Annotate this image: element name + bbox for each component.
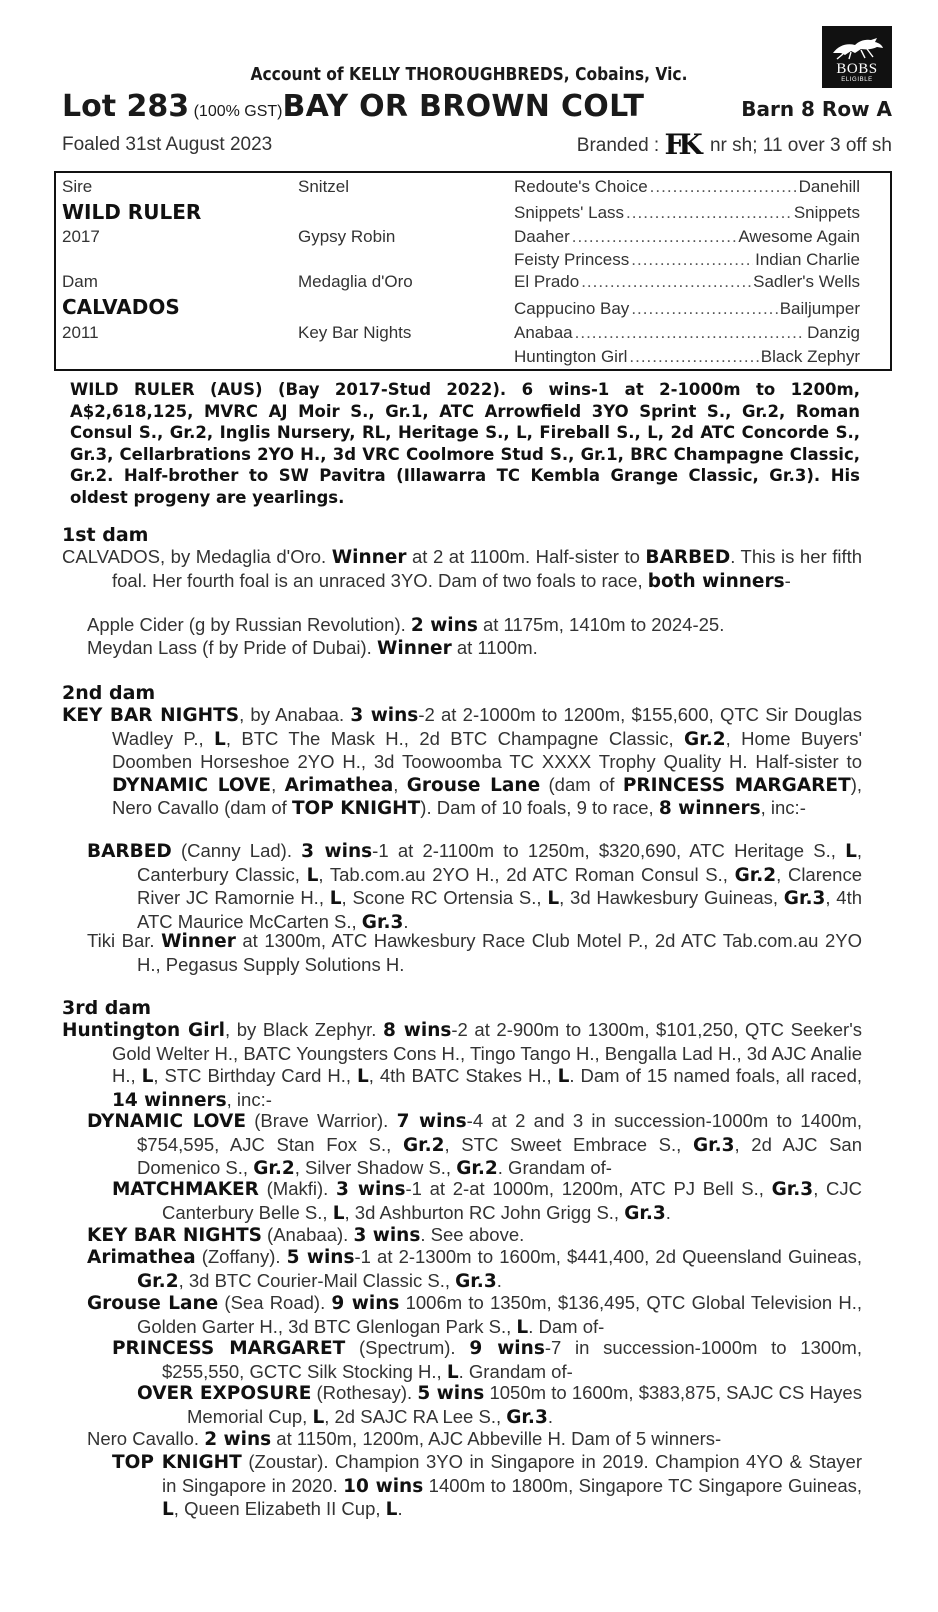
- produce-matchmaker: MATCHMAKER (Makfi). 3 wins-1 at 2-at 1000m, 1200m, ATC PJ Bell S., Gr.3, CJC Canterbury Belle S., L, 3d Ashburton RC John Grigg S., Gr.3.: [112, 1178, 862, 1224]
- produce-key-bar-nights: KEY BAR NIGHTS (Anabaa). 3 wins. See above.: [87, 1224, 525, 1246]
- produce-princess-margaret: PRINCESS MARGARET (Spectrum). 9 wins-7 in succession-1000m to 1300m, $255,550, GCTC Silk Stocking H., L. Grandam of-: [112, 1337, 862, 1383]
- dam-label: Dam: [62, 272, 98, 291]
- logo-brand: BOBS: [836, 61, 878, 77]
- produce-tiki-bar: Tiki Bar. Winner at 1300m, ATC Hawkesbury Race Club Motel P., 2d ATC Tab.com.au 2YO H., Pegasus Supply Solutions H.: [87, 930, 862, 975]
- lot-header: [62, 89, 892, 129]
- third-gen-row: [514, 299, 860, 319]
- lot-description: BAY OR BROWN COLT: [282, 89, 645, 124]
- second-dam-heading: 2nd dam: [62, 682, 156, 704]
- produce-meydan-lass: Meydan Lass (f by Pride of Dubai). Winner at 1100m.: [87, 637, 538, 659]
- lot-number: Lot 283: [62, 89, 190, 124]
- third-gen-parent: Awesome Again: [738, 227, 860, 246]
- barn-location: Barn 8 Row A: [741, 97, 892, 121]
- produce-barbed: BARBED (Canny Lad). 3 wins-1 at 2-1100m to 1250m, $320,690, ATC Heritage S., L, Canterbury Classic, L, Tab.com.au 2YO H., 2d ATC Roman Consul S., Gr.2, Clarence River JC Ramornie H., L, Scone RC Ortensia S., L, 3d Hawkesbury Guineas, Gr.3, 4th ATC Maurice McCarten S., Gr.3.: [87, 840, 863, 933]
- third-gen-name: Feisty Princess: [514, 250, 630, 269]
- produce-top-knight: TOP KNIGHT (Zoustar). Champion 3YO in Singapore in 2019. Champion 4YO & Stayer in Singapore in 2020. 10 wins 1400m to 1800m, Singapore TC Singapore Guineas, L, Queen Elizabeth II Cup, L.: [112, 1451, 862, 1521]
- gst-note: (100% GST): [193, 103, 283, 120]
- third-gen-parent: Indian Charlie: [755, 250, 860, 269]
- produce-grouse-lane: Grouse Lane (Sea Road). 9 wins 1006m to 1350m, $136,495, QTC Global Television H., Golden Garter H., 3d BTC Glenlogan Park S., L. Dam of-: [87, 1292, 862, 1338]
- third-gen-parent: Black Zephyr: [760, 347, 860, 366]
- branded-text: nr sh; 11 over 3 off sh: [709, 135, 892, 156]
- third-gen-row: [514, 323, 860, 343]
- dam-entry-huntington-girl: Huntington Girl, by Black Zephyr. 8 wins-2 at 2-900m to 1300m, $101,250, QTC Seeker's Gold Welter H., BATC Youngsters Cons H., Tingo Tango H., Bengalla Lad H., 3d AJC Analie H., L, STC Birthday Card H., L, 4th BATC Stakes H., L. Dam of 15 named foals, all raced, 14 winners, inc:-: [62, 1019, 862, 1111]
- branded-info: [577, 128, 892, 161]
- third-gen-row: [514, 272, 860, 292]
- third-gen-name: Daaher: [514, 227, 570, 246]
- third-gen-parent: Danzig: [807, 323, 860, 342]
- sire-notes: WILD RULER (AUS) (Bay 2017-Stud 2022). 6 wins-1 at 2-1000m to 1200m, A$2,618,125, MVRC AJ Moir S., Gr.1, ATC Arrowfield 3YO Sprint S., Gr.2, Roman Consul S., Gr.2, Inglis Nursery, RL, Heritage S., L, Fireball S., L, 2d ATC Concorde S., Gr.3, Cellarbrations 2YO H., 3d VRC Coolmore Stud S., Gr.1, BRC Champagne Classic, Gr.2. Half-brother to SW Pavitra (Illawarra TC Kembla Grange Classic, Gr.3). His oldest progeny are yearlings.: [70, 380, 860, 507]
- logo-sub: ELIGIBLE: [841, 77, 873, 83]
- branded-label: Branded :: [576, 135, 660, 156]
- third-gen-parent: Sadler's Wells: [753, 272, 860, 291]
- third-gen-row: [514, 203, 860, 223]
- granddam: Key Bar Nights: [298, 323, 412, 342]
- sire-year: 2017: [62, 227, 100, 246]
- vendor-account: Account of KELLY THOROUGHBREDS, Cobains, Vic.: [250, 64, 688, 85]
- third-dam-heading: 3rd dam: [62, 997, 152, 1019]
- produce-apple-cider: Apple Cider (g by Russian Revolution). 2 wins at 1175m, 1410m to 2024-25.: [87, 614, 725, 636]
- horse-icon: [829, 35, 885, 61]
- third-gen-row: [514, 177, 860, 197]
- third-gen-row: [514, 347, 860, 367]
- third-gen-row: [514, 227, 860, 247]
- dam-entry-key-bar-nights: KEY BAR NIGHTS, by Anabaa. 3 wins-2 at 2-1000m to 1200m, $155,600, QTC Sir Douglas Wadley P., L, BTC The Mask H., 2d BTC Champagne Classic, Gr.2, Home Buyers' Doomben Horseshoe 2YO H., 3d Toowoomba TC XXXX Trophy Quality H. Half-sister to DYNAMIC LOVE, Arimathea, Grouse Lane (dam of PRINCESS MARGARET), Nero Cavallo (dam of TOP KNIGHT). Dam of 10 foals, 9 to race, 8 winners, inc:-: [62, 704, 862, 820]
- produce-over-exposure: OVER EXPOSURE (Rothesay). 5 wins 1050m to 1600m, $383,875, SAJC CS Hayes Memorial Cup, L, 2d SAJC RA Lee S., Gr.3.: [137, 1382, 862, 1428]
- third-gen-name: Redoute's Choice: [514, 177, 648, 196]
- foaled-date: Foaled 31st August 2023: [62, 134, 273, 155]
- produce-dynamic-love: DYNAMIC LOVE (Brave Warrior). 7 wins-4 at 2 and 3 in succession-1000m to 1400m, $754,595, AJC Stan Fox S., Gr.2, STC Sweet Embrace S., Gr.3, 2d AJC San Domenico S., Gr.2, Silver Shadow S., Gr.2. Grandam of-: [87, 1110, 863, 1180]
- produce-arimathea: Arimathea (Zoffany). 5 wins-1 at 2-1300m to 1600m, $441,400, 2d Queensland Guineas, Gr.2, 3d BTC Courier-Mail Classic S., Gr.3.: [87, 1246, 862, 1292]
- first-dam-heading: 1st dam: [62, 524, 149, 546]
- dam-name: CALVADOS: [62, 295, 180, 319]
- dam-year: 2011: [62, 323, 99, 342]
- third-gen-name: El Prado: [514, 272, 580, 291]
- third-gen-name: Snippets' Lass: [514, 203, 625, 222]
- dam-entry-calvados: CALVADOS, by Medaglia d'Oro. Winner at 2 at 1100m. Half-sister to BARBED. This is her fifth foal. Her fourth foal is an unraced 3YO. Dam of two foals to race, both winners-: [62, 546, 863, 592]
- third-gen-row: [514, 250, 860, 270]
- third-gen-name: Huntington Girl: [514, 347, 628, 366]
- produce-nero-cavallo: Nero Cavallo. 2 wins at 1150m, 1200m, AJC Abbeville H. Dam of 5 winners-: [87, 1428, 722, 1450]
- dam-sire: Medaglia d'Oro: [298, 272, 413, 291]
- grandsire: Snitzel: [298, 177, 350, 196]
- third-gen-parent: Snippets: [793, 203, 860, 222]
- pedigree-table: [54, 171, 892, 371]
- sire-dam: Gypsy Robin: [298, 227, 396, 246]
- brand-mark: FK: [664, 128, 697, 161]
- third-gen-name: Anabaa: [514, 323, 573, 342]
- third-gen-parent: Bailjumper: [779, 299, 860, 318]
- third-gen-parent: Danehill: [798, 177, 860, 196]
- sire-label: Sire: [62, 177, 93, 196]
- third-gen-name: Cappucino Bay: [514, 299, 630, 318]
- sire-name: WILD RULER: [62, 200, 202, 224]
